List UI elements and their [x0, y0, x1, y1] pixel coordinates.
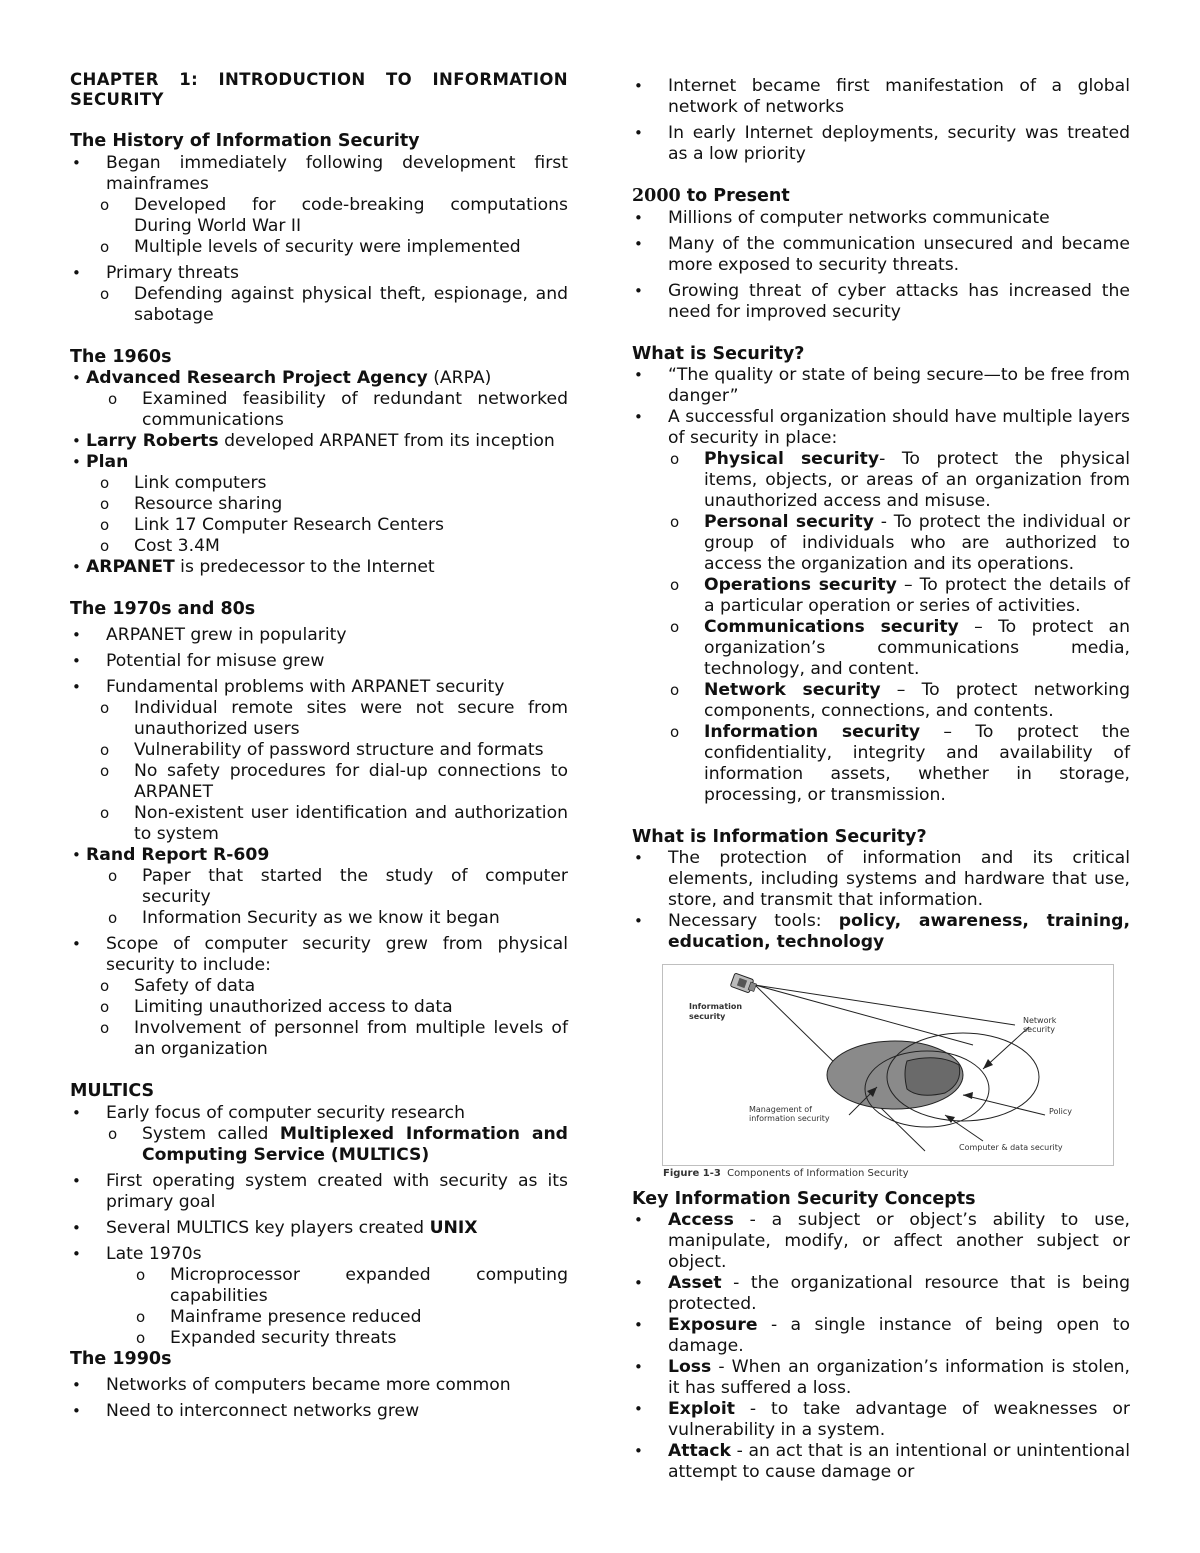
list-item: o Limiting unauthorized access to data [70, 997, 568, 1018]
list-concepts [632, 1210, 1130, 1483]
list-item: o No safety procedures for dial-up connections to ARPANET [70, 761, 568, 803]
list-item: o System called Multiplexed Information and Computing Service (MULTICS) [70, 1124, 568, 1166]
list-item: • Larry Roberts developed ARPANET from its inception [70, 431, 568, 452]
list-scope [70, 934, 568, 1060]
diagram-line [755, 985, 1015, 1025]
list-item: o Safety of data [70, 976, 568, 997]
arrowhead [963, 1092, 973, 1099]
diagram-line [755, 985, 973, 1045]
list-1990s [70, 1375, 568, 1422]
list-item: • Necessary tools: policy, awareness, training, education, technology [632, 911, 1130, 953]
list-item: o Microprocessor expanded computing capabilities [70, 1265, 568, 1307]
list-item: • Asset - the organizational resource that is being protected. [632, 1273, 1130, 1315]
right-column [632, 76, 1130, 953]
list-item: • Primary threats o Defending against physical theft, espionage, and sabotage [70, 263, 568, 326]
list-infosec [632, 848, 1130, 953]
list-item: o Personal security - To protect the individual or group of individuals who are authorized to access the organization and its operations. [632, 512, 1130, 575]
list-security [632, 365, 1130, 806]
list-item: • First operating system created with security as its primary goal [70, 1171, 568, 1213]
concepts-section [632, 1189, 1130, 1483]
list-item: • Attack - an act that is an intentional or unintentional attempt to cause damage or [632, 1441, 1130, 1483]
list-item: o Involvement of personnel from multiple levels of an organization [70, 1018, 568, 1060]
heading-key-concepts: Key Information Security Concepts [632, 1189, 976, 1209]
list-item: • Exploit - to take advantage of weaknesses or vulnerability in a system. [632, 1399, 1130, 1441]
list-item: o Link 17 Computer Research Centers [70, 515, 568, 536]
heading-1960s: The 1960s [70, 347, 172, 367]
history-list [70, 153, 568, 326]
list-item: o Operations security – To protect the details of a particular operation or series of activities. [632, 575, 1130, 617]
arrow-policy [963, 1095, 1045, 1115]
list-1960s [70, 368, 568, 578]
list-item: • Need to interconnect networks grew [70, 1401, 568, 1422]
label-network-1: Network [1023, 1016, 1057, 1025]
list-item: • Early focus of computer security research o System called Multiplexed Information and Computing Service (MULTICS) [70, 1103, 568, 1166]
list-item: o Information security – To protect the confidentiality, integrity and availability of information assets, whether in storage, processing, or transmission. [632, 722, 1130, 806]
list-item: • ARPANET grew in popularity [70, 625, 568, 646]
heading-1970s: The 1970s and 80s [70, 599, 256, 619]
list-item: • Fundamental problems with ARPANET security o Individual remote sites were not secure from unauthorized users o Vulnerability of password structure and formats o No safety procedures for dial-up connections to ARPANET o Non-existent user identification and authorization to system [70, 677, 568, 845]
label-computer: Computer & data security [959, 1143, 1063, 1152]
list-item: o Resource sharing [70, 494, 568, 515]
list-item: o Multiple levels of security were implemented [70, 237, 568, 258]
list-item: • Growing threat of cyber attacks has increased the need for improved security [632, 281, 1130, 323]
list-multics [70, 1103, 568, 1349]
list-item: o Defending against physical theft, espionage, and sabotage [70, 284, 568, 326]
list-item: o Network security – To protect networking components, connections, and contents. [632, 680, 1130, 722]
list-item: • “The quality or state of being secure—to be free from danger” [632, 365, 1130, 407]
list-item: • Access - a subject or object’s ability to use, manipulate, modify, or affect another subject or object. [632, 1210, 1130, 1273]
list-item: o Examined feasibility of redundant networked communications [70, 389, 568, 431]
list-item: • Potential for misuse grew [70, 651, 568, 672]
heading-2000: 2000 to Present [632, 186, 790, 206]
list-item: o Cost 3.4M [70, 536, 568, 557]
list-item: • Began immediately following development first mainframes o Developed for code-breaking computations During World War II o Multiple levels of security were implemented [70, 153, 568, 258]
list-item: o Link computers [70, 473, 568, 494]
components-diagram [663, 965, 1113, 1165]
list-rand [70, 845, 568, 929]
list-item: • Millions of computer networks communicate [632, 208, 1130, 229]
list-item: o Vulnerability of password structure and formats [70, 740, 568, 761]
figure-caption: Figure 1-3 Components of Information Security [663, 1168, 909, 1179]
label-policy: Policy [1049, 1107, 1073, 1116]
list-item: o Information Security as we know it began [70, 908, 568, 929]
list-internet [632, 76, 1130, 165]
label-mgmt-2: information security [749, 1114, 830, 1123]
label-infosec-1: Information [689, 1002, 743, 1011]
chapter-title: CHAPTER 1: INTRODUCTION TO INFORMATION SECURITY [70, 70, 568, 109]
list-item: • ARPANET is predecessor to the Internet [70, 557, 568, 578]
heading-what-is-security: What is Security? [632, 344, 805, 364]
arrowhead [945, 1115, 955, 1123]
list-2000 [632, 208, 1130, 323]
list-item: • Internet became first manifestation of a global network of networks [632, 76, 1130, 118]
label-network-2: security [1023, 1025, 1055, 1034]
list-item: o Paper that started the study of computer security [70, 866, 568, 908]
list-item: • The protection of information and its critical elements, including systems and hardware that use, store, and transmit that information. [632, 848, 1130, 911]
list-item: • Advanced Research Project Agency (ARPA) o Examined feasibility of redundant networked communications [70, 368, 568, 431]
heading-history: The History of Information Security [70, 131, 420, 151]
list-item: • Scope of computer security grew from physical security to include: o Safety of data o Limiting unauthorized access to data o Involvement of personnel from multiple levels of an organization [70, 934, 568, 1060]
components-figure [662, 964, 1114, 1179]
list-item: o Physical security- To protect the physical items, objects, or areas of an organization from unauthorized access and misuse. [632, 449, 1130, 512]
list-item: o Communications security – To protect an organization’s communications media, technology, and content. [632, 617, 1130, 680]
arrowhead [983, 1059, 993, 1069]
list-item: • Several MULTICS key players created UNIX [70, 1218, 568, 1239]
list-item: o Individual remote sites were not secure from unauthorized users [70, 698, 568, 740]
list-item: • Networks of computers became more common [70, 1375, 568, 1396]
list-item: • A successful organization should have multiple layers of security in place: o Physical security- To protect the physical items, objects, or areas of an organization from unauthorized access and misuse. o Personal security - To protect the individual or group of individuals who are authorized to access the organization and its operations. o Operations security – To protect the details of a particular operation or series of activities. o Communications security – To protect an organization’s communications media, technology, and content. o Network security – To protect networking components, connections, and contents. o Information security – To protect the confidentiality, integrity and availability of information assets, whether in storage, processing, or transmission. [632, 407, 1130, 806]
label-mgmt-1: Management of [749, 1105, 812, 1114]
list-1970s [70, 625, 568, 845]
heading-multics: MULTICS [70, 1081, 155, 1101]
list-item: • Late 1970s o Microprocessor expanded computing capabilities o Mainframe presence reduced o Expanded security threats [70, 1244, 568, 1349]
list-item: • Plan o Link computers o Resource sharing o Link 17 Computer Research Centers o Cost 3.4M [70, 452, 568, 557]
list-item: • Loss - When an organization’s information is stolen, it has suffered a loss. [632, 1357, 1130, 1399]
label-infosec-2: security [689, 1012, 726, 1021]
camera-icon [730, 973, 757, 994]
heading-what-is-infosec: What is Information Security? [632, 827, 927, 847]
list-item: o Non-existent user identification and authorization to system [70, 803, 568, 845]
list-item: • Exposure - a single instance of being open to damage. [632, 1315, 1130, 1357]
heading-1990s: The 1990s [70, 1349, 172, 1369]
list-item: • Many of the communication unsecured and became more exposed to security threats. [632, 234, 1130, 276]
left-column [70, 70, 568, 1422]
list-item: o Mainframe presence reduced [70, 1307, 568, 1328]
list-item: • In early Internet deployments, security was treated as a low priority [632, 123, 1130, 165]
list-item: • Rand Report R-609 o Paper that started the study of computer security o Information Security as we know it began [70, 845, 568, 929]
list-item: o Developed for code-breaking computations During World War II [70, 195, 568, 237]
list-item: o Expanded security threats [70, 1328, 568, 1349]
